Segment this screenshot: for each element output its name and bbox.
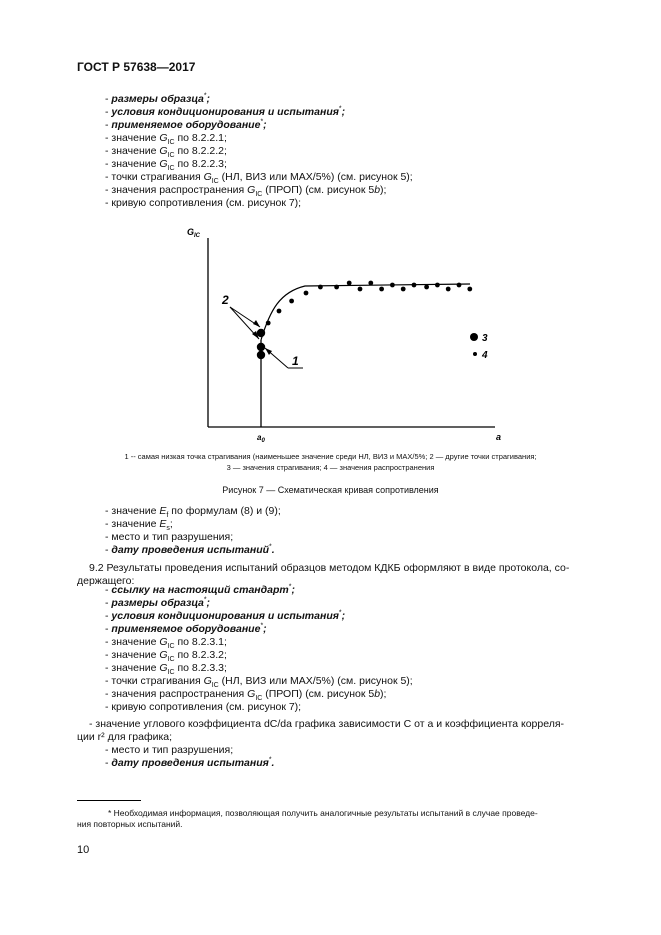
slope-line-2: ции r² для графика; [77,731,173,743]
symbol: G [247,184,256,196]
symbol: G [159,145,168,157]
figure-legend-line-2: 3 — значения страгивания; 4 — значения распространения [226,463,435,472]
item-prefix: - [105,106,112,118]
symbol: G [159,636,168,648]
item-prefix: - [105,544,112,556]
item-text: применяемое оборудование [111,623,261,635]
item-suffix: . [271,757,275,769]
item-prefix: - [105,757,112,769]
item-text: (НЛ, ВИЗ или МАХ/5%) (см. рисунок 5); [218,675,413,687]
list-item [105,623,267,636]
symbol-subscript: IC [255,191,263,199]
legend-3-label: 3 [482,333,488,344]
footnote-mark: * [203,92,207,100]
propagation-point [424,285,429,290]
propagation-point [467,287,472,292]
initiation-point [257,343,265,351]
item-prefix: - [105,119,112,131]
slope-line-1: - значение углового коэффициента dC/da графика зависимости C от a и коэффициента корреля- [89,718,565,730]
footnote-mark: * [268,756,272,764]
item-text: по 8.2.2.2; [174,145,227,157]
symbol-subscript: s [166,525,170,533]
callout-2-label: 2 [222,293,229,307]
item-prefix: - значение [105,649,160,661]
item-prefix: - [105,584,112,596]
item-prefix: - кривую сопротивления (см. рисунок 7); [105,701,302,713]
symbol: G [247,688,256,700]
list-item [105,145,227,158]
propagation-point [368,281,373,286]
propagation-point [358,287,363,292]
figure-title: Рисунок 7 — Схематическая кривая сопротивления [222,485,439,495]
a0-tick-label: $a_0$ [257,433,265,444]
list-item [105,636,227,649]
item-prefix: - [105,597,112,609]
propagation-point [379,287,384,292]
footnote-mark: * [203,596,207,604]
list-item [105,531,233,544]
symbol: E [159,505,167,517]
list-item [105,662,227,675]
item-prefix: - место и тип разрушения; [105,531,234,543]
symbol-subscript: IC [167,656,175,664]
para-9-2-line-2: держащего: [77,575,135,587]
propagation-point [401,287,406,292]
symbol-subscript: IC [211,682,219,690]
item-prefix: - точки страгивания [105,171,204,183]
propagation-point [457,283,462,288]
list-item [105,649,227,662]
list-item [105,610,345,623]
footnote-mark: * [288,583,292,591]
symbol-subscript: IC [255,695,263,703]
item-suffix: ); [380,688,387,700]
item-prefix: - значение [105,158,160,170]
symbol-subscript: IC [167,643,175,651]
item-text: дату проведения испытаний [111,544,270,556]
item-suffix: ; [291,584,295,596]
footnote-line-2: ния повторных испытаний. [77,819,183,829]
list-item [105,584,295,597]
item-prefix: - кривую сопротивления (см. рисунок 7); [105,197,302,209]
item-suffix: ; [206,597,211,609]
legend-large-dot [470,333,478,341]
item-prefix: - значение [105,505,160,517]
item-text: (ПРОП) (см. рисунок 5 [262,688,375,700]
symbol-subscript: IC [167,165,175,173]
list-item [105,688,386,701]
propagation-point [289,299,294,304]
symbol: E [159,518,167,530]
symbol-subscript: IC [167,139,175,147]
figure-suffix: b [374,184,381,196]
list-item [105,93,210,106]
item-prefix: - значение [105,518,160,530]
callout-1-label: 1 [292,354,299,368]
initiation-point [257,351,265,359]
figure-suffix: b [374,688,381,700]
footnote-rule [77,800,141,801]
propagation-point [266,321,271,326]
list-item [105,106,345,119]
symbol: G [203,675,212,687]
legend-small-dot [473,352,477,356]
propagation-point [435,283,440,288]
symbol: G [159,662,168,674]
item-prefix: - значение [105,132,160,144]
initiation-point [257,329,265,337]
legend-4-label: 4 [482,350,488,361]
arrowhead [265,348,272,355]
propagation-point [412,283,417,288]
page-number: 10 [77,844,90,856]
symbol: G [159,158,168,170]
item-prefix: - значения распространения [105,688,248,700]
item-text: по 8.2.2.3; [174,158,227,170]
footnote-mark: * [338,105,342,113]
list-item [105,675,413,688]
item-suffix: . [271,544,275,556]
list-item [105,505,281,518]
list-item [105,158,227,171]
item-text: условия кондиционирования и испытания [111,106,339,118]
propagation-point [334,285,339,290]
list-item [105,518,173,531]
footnote-mark: * [269,543,272,551]
item-prefix: - значение [105,662,160,674]
symbol-subscript: IC [167,669,175,677]
arrowhead [253,320,260,327]
list-item [105,197,301,210]
symbol-subscript: f [166,512,169,520]
list-item [105,544,275,557]
list-item [105,744,233,757]
footnote-mark: * [260,622,264,630]
list-item [105,757,274,770]
item-text: по 8.2.3.1; [174,636,227,648]
item-text: по 8.2.3.2; [174,649,227,661]
item-text: условия кондиционирования и испытания [111,610,339,622]
item-text: размеры образца [111,597,204,609]
symbol: G [159,132,168,144]
propagation-point [347,281,352,286]
item-text: по 8.2.3.3; [174,662,227,674]
list-item [105,132,227,145]
item-prefix: - значение [105,145,160,157]
symbol-subscript: IC [167,152,175,160]
item-suffix: ); [380,184,387,196]
footnote-line-1: * Необходимая информация, позволяющая получить аналогичные результаты испытаний в случае проведе- [108,808,538,818]
item-prefix: - [105,610,112,622]
symbol: G [203,171,212,183]
footnote-mark: * [260,118,264,126]
item-text: размеры образца [111,93,204,105]
propagation-point [390,283,395,288]
item-prefix: - [105,623,112,635]
propagation-point [446,287,451,292]
figure-legend-line-1: 1 -- самая низкая точка страгивания (наименьшее значение среди НЛ, ВИЗ и МАХ/5%; 2 — другие точки страгивания; [124,452,537,461]
item-text: по формулам (8) и (9); [168,505,281,517]
list-item [105,701,301,714]
item-text: применяемое оборудование [111,119,261,131]
item-prefix: - место и тип разрушения; [105,744,234,756]
list-item [105,171,413,184]
symbol: G [159,649,168,661]
item-suffix: ; [341,610,346,622]
x-axis-label: a [496,432,502,442]
footnote-mark: * [338,609,342,617]
resistance-curve [261,284,470,340]
list-item [105,119,267,132]
list-item [105,184,386,197]
item-suffix: ; [206,93,211,105]
y-axis-label: $G_{IC}$ [187,227,201,239]
resistance-curve-figure [180,220,510,450]
item-text: по 8.2.2.1; [174,132,227,144]
item-text: (НЛ, ВИЗ или МАХ/5%) (см. рисунок 5); [218,171,413,183]
propagation-point [304,291,309,296]
propagation-point [318,285,323,290]
item-prefix: - [105,93,112,105]
item-prefix: - значение [105,636,160,648]
item-prefix: - значения распространения [105,184,248,196]
document-header: ГОСТ Р 57638—2017 [77,60,196,74]
item-text: ; [169,518,173,530]
item-suffix: ; [341,106,346,118]
item-prefix: - точки страгивания [105,675,204,687]
item-text: дату проведения испытания [111,757,269,769]
para-9-2-line-1: 9.2 Результаты проведения испытаний образцов методом КДКБ оформляют в виде протокола, со- [89,562,570,574]
item-suffix: ; [263,119,267,131]
item-text: ссылку на настоящий стандарт [111,584,289,596]
propagation-point [277,309,282,314]
list-item [105,597,210,610]
item-suffix: ; [263,623,267,635]
symbol-subscript: IC [211,178,219,186]
item-text: (ПРОП) (см. рисунок 5 [262,184,375,196]
